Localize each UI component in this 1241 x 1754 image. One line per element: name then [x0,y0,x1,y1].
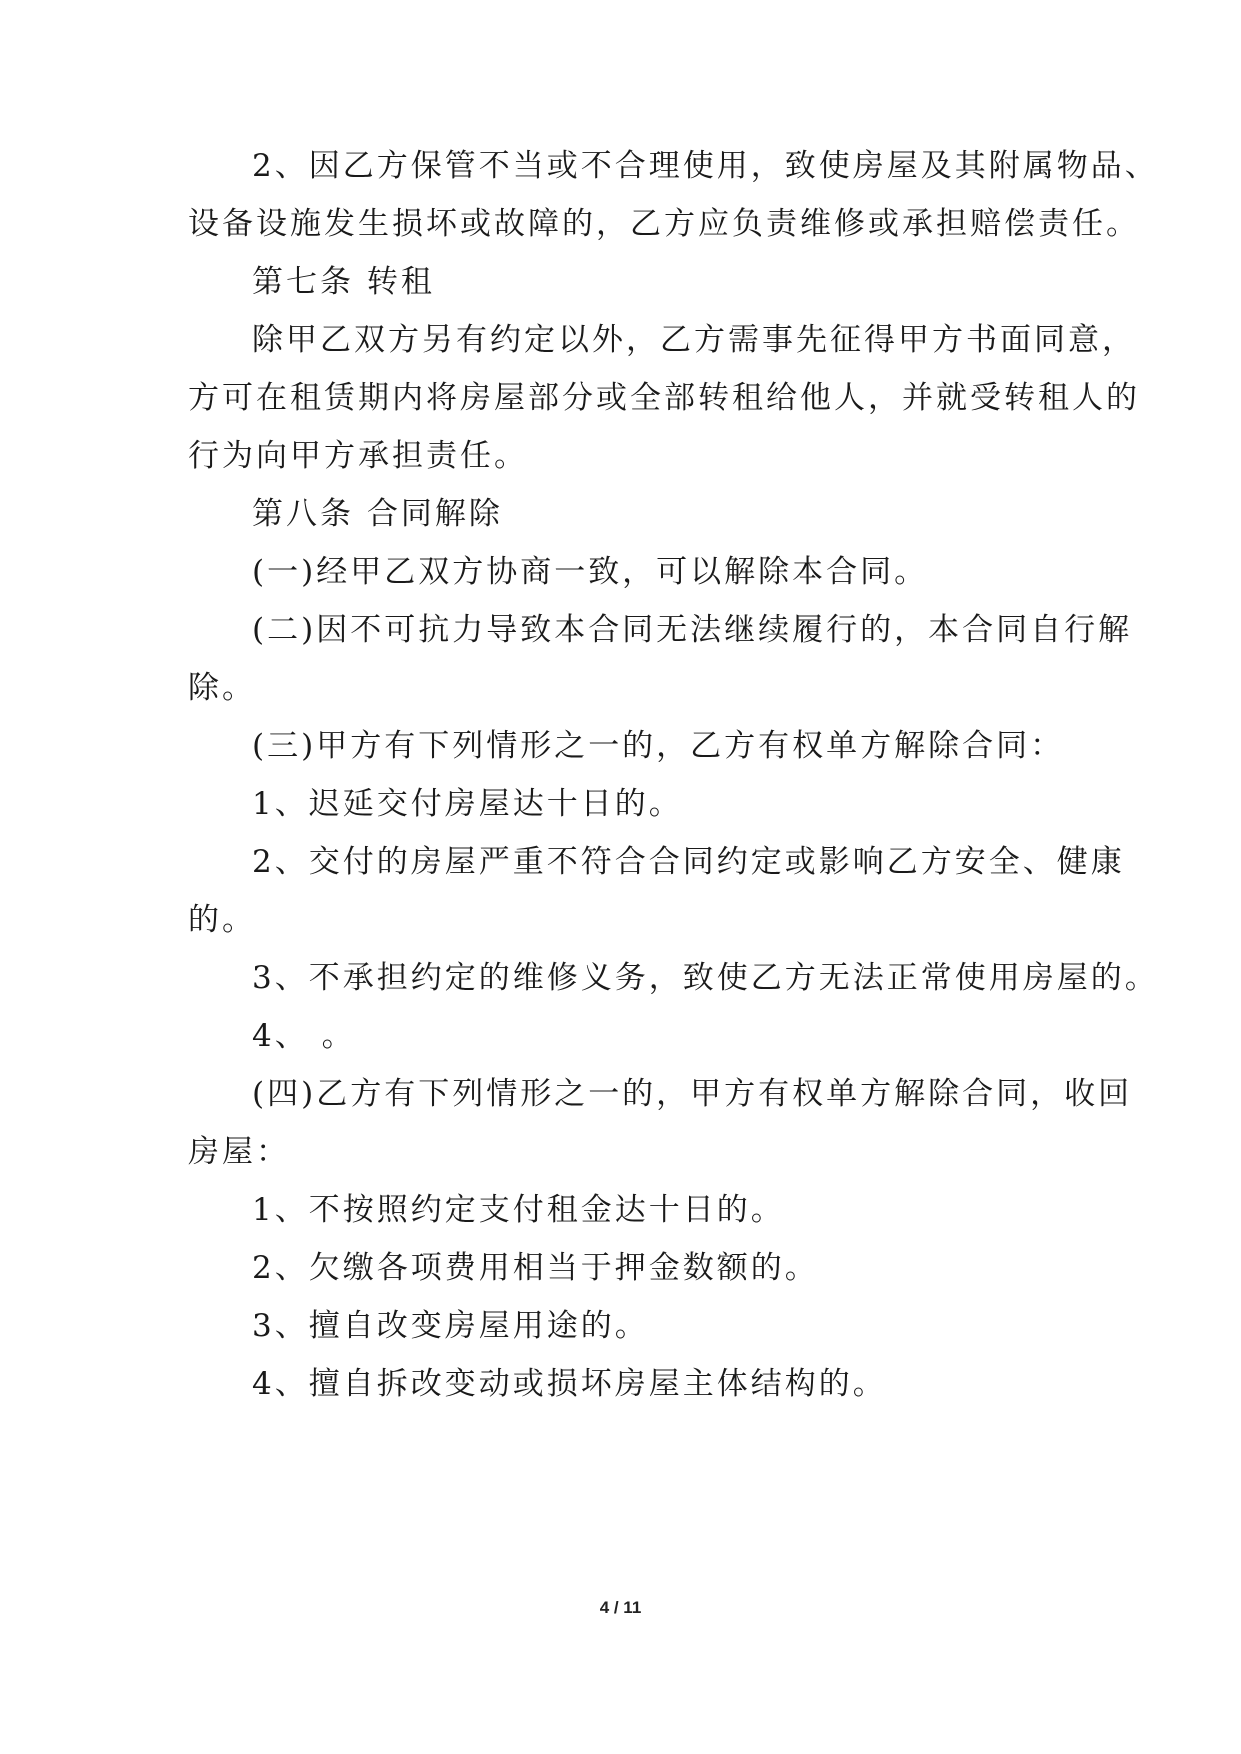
paragraph-line: 2、欠缴各项费用相当于押金数额的。 [252,1250,819,1286]
paragraph-line: 4、 。 [252,1018,356,1054]
paragraph-line: 2、交付的房屋严重不符合合同约定或影响乙方安全、健康 [252,844,1125,880]
paragraph-line: 方可在租赁期内将房屋部分或全部转租给他人，并就受转租人的 [188,380,1140,416]
paragraph-line: 3、不承担约定的维修义务，致使乙方无法正常使用房屋的。 [252,960,1159,996]
paragraph-line: (三)甲方有下列情形之一的，乙方有权单方解除合同： [252,728,1065,764]
page-number: 4 / 11 [599,1598,642,1617]
section-heading: 第八条 合同解除 [252,496,503,532]
paragraph-line: 的。 [188,902,256,938]
paragraph-line: 除甲乙双方另有约定以外，乙方需事先征得甲方书面同意， [252,322,1136,358]
paragraph-line: (一)经甲乙双方协商一致，可以解除本合同。 [252,554,929,590]
paragraph-line: 1、不按照约定支付租金达十日的。 [252,1192,785,1228]
section-heading: 第七条 转租 [252,264,435,300]
paragraph-line: 设备设施发生损坏或故障的，乙方应负责维修或承担赔偿责任。 [188,206,1140,242]
paragraph-line: 除。 [188,670,256,706]
paragraph-line: 4、擅自拆改变动或损坏房屋主体结构的。 [252,1366,887,1402]
paragraph-line: 房屋： [188,1134,290,1170]
paragraph-line: 行为向甲方承担责任。 [188,438,528,474]
paragraph-line: (四)乙方有下列情形之一的，甲方有权单方解除合同，收回 [252,1076,1133,1112]
paragraph-line: (二)因不可抗力导致本合同无法继续履行的，本合同自行解 [252,612,1133,648]
paragraph-line: 1、迟延交付房屋达十日的。 [252,786,683,822]
paragraph-line: 3、擅自改变房屋用途的。 [252,1308,649,1344]
paragraph-line: 2、因乙方保管不当或不合理使用，致使房屋及其附属物品、 [252,148,1159,184]
